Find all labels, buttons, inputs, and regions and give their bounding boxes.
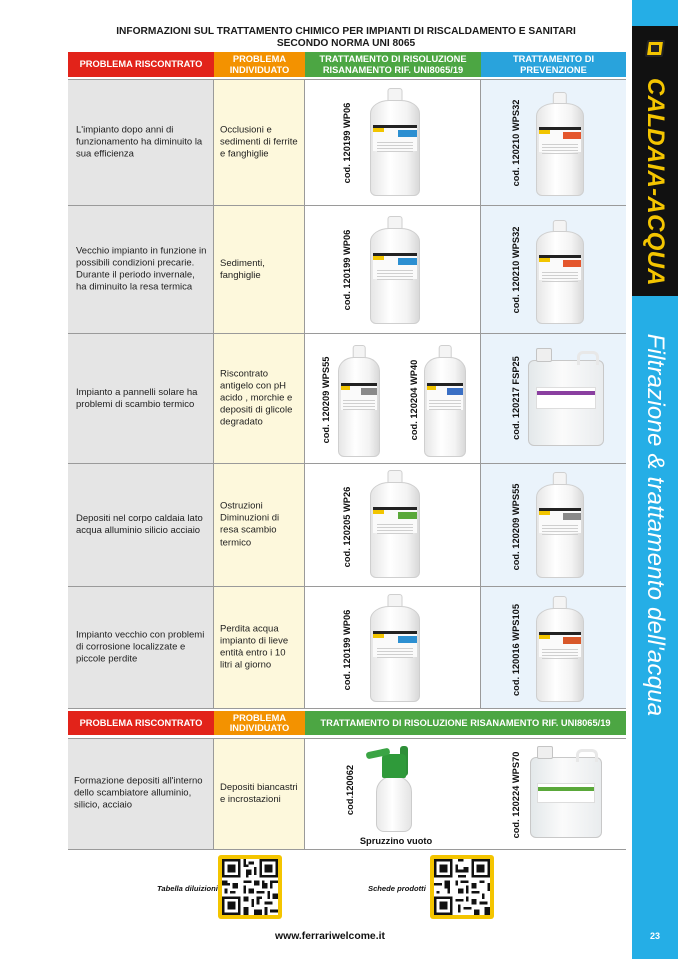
header-trattamento-prevenzione: TRATTAMENTO DI PREVENZIONE <box>481 52 626 77</box>
individuato-text: Ostruzioni Diminuzioni di resa scambio termico <box>220 500 280 549</box>
qr-code-diluizioni[interactable] <box>218 855 282 919</box>
individuato-text: Occlusioni e sedimenti di ferrite e fanghiglie <box>220 124 298 160</box>
problema-text: Depositi nel corpo caldaia lato acqua alluminio silicio acciaio <box>76 512 203 536</box>
header2-problema-individuato: PROBLEMA INDIVIDUATO <box>214 711 305 735</box>
problema-text: L'impianto dopo anni di funzionamento ha diminuito la sua efficienza <box>76 124 203 160</box>
product-code: cod. 120199 WP06 <box>342 229 352 311</box>
product-bottle <box>536 596 584 702</box>
product-tank <box>530 746 602 838</box>
product-bottle <box>536 220 584 324</box>
title-line-2: SECONDO NORMA UNI 8065 <box>276 38 416 49</box>
product-code: cod. 120016 WPS105 <box>511 604 521 696</box>
header-trattamento-risoluzione: TRATTAMENTO DI RISOLUZIONE RISANAMENTO RIF. UNI8065/19 <box>305 52 481 77</box>
qr-label-diluizioni: Tabella diluizioni <box>157 884 218 893</box>
website-link[interactable]: www.ferrariwelcome.it <box>275 931 385 942</box>
title-line-1: INFORMAZIONI SUL TRATTAMENTO CHIMICO PER IMPIANTI DI RISCALDAMENTO E SANITARI <box>116 26 576 37</box>
product-bottle <box>370 216 420 324</box>
sprayer-caption: Spruzzino vuoto <box>359 836 433 846</box>
individuato-text: Depositi biancastri e incrostazioni <box>220 781 298 805</box>
problema-text: Impianto a pannelli solare ha problemi di scambio termico <box>76 386 198 410</box>
header-problema-individuato: PROBLEMA INDIVIDUATO <box>214 52 305 77</box>
header2-problema-riscontrato: PROBLEMA RISCONTRATO <box>68 711 214 735</box>
individuato-text: Perdita acqua impianto di lieve entità entro i 10 litri al giorno <box>220 623 289 671</box>
page-number: 23 <box>649 931 660 941</box>
product-bottle <box>536 472 584 578</box>
product-code: cod. 120209 WPS55 <box>321 356 331 444</box>
brand-logo-icon <box>643 36 667 60</box>
product-bottle <box>370 470 420 578</box>
product-code: cod.120062 <box>345 764 355 816</box>
problema-text: Impianto vecchio con problemi di corrosione localizzate e piccole perdite <box>76 629 205 665</box>
problema-text: Formazione depositi all'interno dello scambiatore alluminio, silicio, acciaio <box>74 775 203 812</box>
product-code: cod. 120210 WPS32 <box>511 226 521 314</box>
product-bottle <box>536 92 584 196</box>
page-title <box>68 26 624 50</box>
header-problema-riscontrato: PROBLEMA RISCONTRATO <box>68 52 214 77</box>
individuato-text: Sedimenti, fanghiglie <box>220 257 265 281</box>
individuato-text: Riscontrato antigelo con pH acido , morchie e depositi di glicole degradato <box>220 367 293 428</box>
qr-label-schede: Schede prodotti <box>368 884 426 893</box>
product-code: cod. 120199 WP06 <box>342 609 352 691</box>
product-code: cod. 120199 WP06 <box>342 102 352 184</box>
problema-cell <box>68 587 214 708</box>
section-title: CALDAIA-ACQUA <box>642 78 669 286</box>
individuato-cell <box>214 80 305 205</box>
individuato-cell <box>214 206 305 333</box>
product-code: cod. 120204 WP40 <box>409 359 419 441</box>
individuato-cell <box>214 464 305 586</box>
individuato-cell <box>214 334 305 463</box>
problema-cell <box>68 206 214 333</box>
product-bottle <box>370 594 420 702</box>
section-subtitle: Filtrazione & trattamento dell'acqua <box>642 333 669 717</box>
individuato-cell <box>214 739 305 849</box>
header2-trattamento-risoluzione: TRATTAMENTO DI RISOLUZIONE RISANAMENTO RIF. UNI8065/19 <box>305 711 626 735</box>
product-code: cod. 120224 WPS70 <box>511 751 521 839</box>
qr-code-schede[interactable] <box>430 855 494 919</box>
problema-cell <box>68 334 214 463</box>
problema-cell <box>68 80 214 205</box>
product-code: cod. 120209 WPS55 <box>511 483 521 571</box>
product-code: cod. 120205 WP26 <box>342 486 352 568</box>
product-code: cod. 120210 WPS32 <box>511 99 521 187</box>
individuato-cell <box>214 587 305 708</box>
problema-cell <box>68 739 214 849</box>
problema-cell <box>68 464 214 586</box>
product-code: cod. 120217 FSP25 <box>511 356 521 440</box>
product-bottle <box>338 345 380 457</box>
product-bottle <box>370 88 420 196</box>
product-tank <box>528 348 604 446</box>
sprayer-bottle <box>366 746 426 834</box>
problema-text: Vecchio impianto in funzione in possibili condizioni precarie. Durante il periodo invernale, ha diminuito la resa termica <box>76 245 207 293</box>
product-bottle <box>424 345 466 457</box>
